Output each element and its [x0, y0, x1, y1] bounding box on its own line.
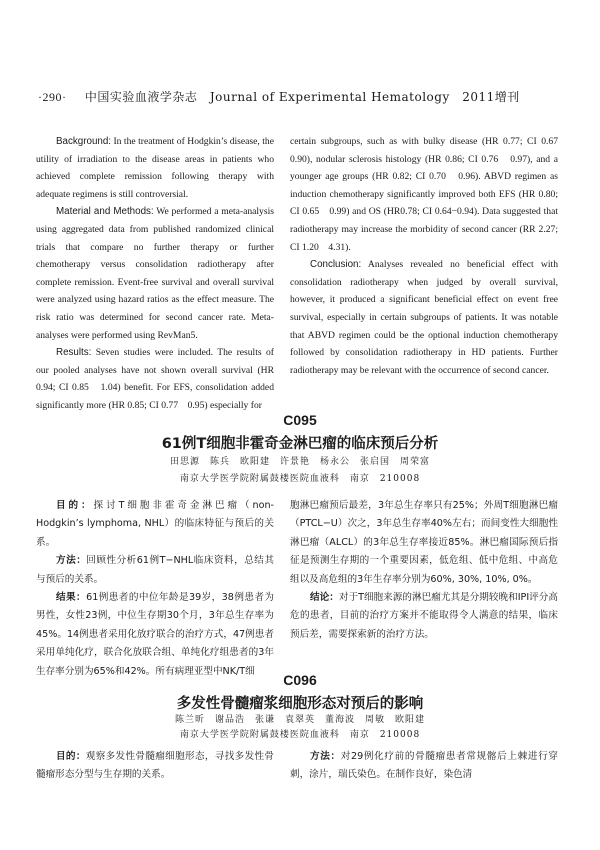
c096-right-column	[290, 748, 558, 785]
abstract-title-c096: 多发性骨髓瘤浆细胞形态对预后的影响	[176, 696, 424, 712]
english-abstract-right-column	[290, 133, 568, 379]
abstract-paragraph	[290, 133, 568, 256]
abstract-paragraph	[36, 344, 274, 414]
running-header	[38, 88, 568, 105]
authors-c096: 陈兰昕 谢品浩 张谦 袁翠英 董海波 周敏 欧阳建	[174, 715, 425, 725]
paragraph-label: 目的：	[56, 751, 86, 762]
english-abstract-left-column	[36, 133, 274, 415]
abstract-title-c095: 61例T细胞非霍奇金淋巴瘤的临床预后分析	[161, 436, 439, 452]
paragraph-text: 对29例化疗前的骨髓瘤患者常规髂后上棘进行穿刺，涂片，瑞氏染色。在制作良好，染色清	[290, 751, 558, 781]
abstract-paragraph	[290, 256, 558, 379]
affiliation-c096: 南京大学医学院附属鼓楼医院血液科 南京 210008	[179, 730, 421, 740]
page-number: ·290·	[38, 90, 67, 104]
paragraph-text: We performed a meta-analysis using aggregated data from published randomized clinical trials that compare no further therapy or further chemotherapy versus consolidation radiotherapy after complete remission. Event-free survival and overall survival were analyzed using hazard ratios as the effect measure. The risk ratio was determined for second cancer rate. Meta-analyses were performed using RevMan5.	[36, 206, 274, 341]
paragraph-label: Conclusion:	[310, 259, 362, 271]
abstract-paragraph	[36, 589, 274, 681]
paragraph-text: 61例患者的中位年龄是39岁，38例患者为男性，女性23例，中位生存期30个月，3年总生存率为45%。14例患者采用化放疗联合的治疗方式，47例患者采用单纯化疗，联合化放联合组、单纯化疗组患者的3年生存率分别为65%和42%。所有病理亚型中NK/T细	[36, 592, 275, 677]
paragraph-text: 探讨T细胞非霍奇金淋巴瘤（non-Hodgkin’s lymphoma, NHL）的临床特征与预后的关系。	[36, 500, 274, 548]
paragraph-label: Material and Methods:	[56, 206, 154, 218]
abstract-paragraph	[290, 497, 558, 589]
paragraph-text: 胞淋巴瘤预后最差，3年总生存率只有25%；外周T细胞淋巴瘤（PTCL−U）次之，3年总生存率40%左右；而间变性大细胞性淋巴瘤（ALCL）的3年总生存率接近85%。淋巴瘤国际预后指征是预测生存期的一个重要因素，低危组、低中危组、中高危组以及高危组的3年生存率分别为60%, 30%, 10%, 0%。	[290, 500, 558, 585]
abstract-paragraph	[36, 552, 274, 589]
abstract-code-c096: C096	[283, 672, 317, 688]
abstract-paragraph	[36, 203, 274, 344]
paragraph-text: In the treatment of Hodgkin’s disease, the utility of irradiation to the disease areas in patients who achieved complete remission following therapy with adequate regimens is still controversial.	[36, 136, 274, 200]
paragraph-label: Background:	[56, 136, 112, 147]
authors-c095: 田思源 陈兵 欧阳建 许景艳 杨永公 张启国 周荣富	[169, 457, 430, 467]
paragraph-label: 结果：	[56, 592, 87, 604]
paragraph-text: 对于T细胞来源的淋巴瘤尤其是分期较晚和IPI评分高危的患者，目前的治疗方案并不能取得令人满意的结果，临床预后差，需要探索新的治疗方法。	[290, 592, 559, 640]
c095-left-column	[36, 497, 274, 681]
paragraph-text: certain subgroups, such as with bulky disease (HR 0.77; CI 0.67 0.90), nodular sclerosis histology (HR 0.86; CI 0.76 0.97), and a younger age groups (HR 0.82; CI 0.70 0.96). ABVD regimen as induction chemotherapy significantly improved both EFS (HR 0.80; CI 0.65 0.99) and OS (HR0.78; CI 0.64−0.94). Data suggested that radiotherapy may increase the morbidity of second cancer (RR 2.27; CI 1.20 4.31).	[290, 136, 568, 253]
paragraph-text: Seven studies were included. The results of our pooled analyses have not shown overall survival (HR 0.94; CI 0.85 1.04) benefit. For EFS, consolidation added significantly more (HR 0.85; CI 0.77 0.95) especially for	[36, 347, 274, 411]
abstract-code-c095: C095	[283, 412, 317, 428]
affiliation-c095: 南京大学医学院附属鼓楼医院血液科 南京 210008	[179, 474, 421, 484]
abstract-paragraph	[36, 748, 274, 785]
abstract-paragraph	[36, 133, 274, 203]
journal-title: 中国实验血液学杂志 Journal of Experimental Hematology 2011增刊	[84, 90, 520, 104]
paragraph-label: 结论：	[310, 592, 339, 604]
c096-left-column	[36, 748, 274, 785]
paragraph-text: Analyses revealed no beneficial effect with consolidation radiotherapy when judged by overall survival, however, it produced a significant beneficial effect on event free survival, especially in certain subgroups of patients. It was notable that ABVD regimen could be the optional induction chemotherapy followed by consolidation radiotherapy in HD patients. Further radiotherapy may be relevant with the occurrence of second cancer.	[290, 259, 558, 376]
paragraph-label: 方法：	[56, 555, 87, 567]
c095-right-column	[290, 497, 558, 644]
paragraph-label: Results:	[56, 347, 92, 359]
paragraph-label: 方法：	[310, 751, 341, 762]
paragraph-text: 观察多发性骨髓瘤细胞形态，寻找多发性骨髓瘤形态分型与生存期的关系。	[36, 751, 275, 781]
paragraph-label: 目的：	[56, 500, 94, 511]
abstract-paragraph	[290, 748, 558, 785]
paragraph-text: 回顾性分析61例T−NHL临床资料，总结其与预后的关系。	[36, 555, 275, 585]
abstract-paragraph	[36, 497, 274, 552]
abstract-paragraph	[290, 589, 558, 644]
